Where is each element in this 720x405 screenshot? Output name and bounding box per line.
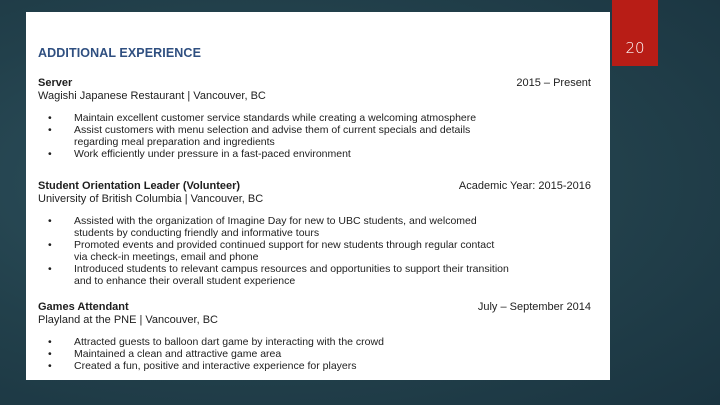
bullet-text: Assist customers with menu selection and advise them of current specials and details bbox=[74, 124, 471, 136]
job-organization: Wagishi Japanese Restaurant | Vancouver, BC bbox=[38, 90, 266, 102]
bullet-item bbox=[38, 360, 604, 372]
bullet-icon: • bbox=[48, 360, 52, 372]
experience-entry-orientation-leader bbox=[38, 180, 604, 287]
bullet-list bbox=[38, 112, 604, 160]
bullet-icon: • bbox=[48, 112, 52, 124]
bullet-text-continued: regarding meal preparation and ingredients bbox=[74, 136, 275, 148]
bullet-text-continued: students by conducting friendly and informative tours bbox=[74, 227, 320, 239]
job-title: Student Orientation Leader (Volunteer) bbox=[38, 180, 241, 192]
bullet-text: Work efficiently under pressure in a fast-paced environment bbox=[74, 148, 351, 160]
bullet-icon: • bbox=[48, 148, 52, 160]
bullet-icon: • bbox=[48, 124, 52, 136]
job-title: Server bbox=[38, 77, 73, 89]
experience-entry-games-attendant bbox=[38, 301, 604, 372]
bullet-item bbox=[38, 348, 604, 360]
experience-entry-server bbox=[38, 77, 604, 160]
bullet-list bbox=[38, 336, 604, 372]
bullet-item bbox=[38, 148, 604, 160]
bullet-text: Attracted guests to balloon dart game by interacting with the crowd bbox=[74, 336, 384, 348]
job-title: Games Attendant bbox=[38, 301, 129, 313]
slide-page-number: 20 bbox=[612, 0, 658, 66]
bullet-item bbox=[38, 215, 604, 239]
bullet-item bbox=[38, 263, 604, 287]
bullet-text: Maintain excellent customer service standards while creating a welcoming atmosphere bbox=[74, 112, 477, 124]
bullet-text-continued: and to enhance their overall student experience bbox=[74, 275, 296, 287]
bullet-icon: • bbox=[48, 336, 52, 348]
bullet-text: Assisted with the organization of Imagine Day for new to UBC students, and welcomed bbox=[74, 215, 477, 227]
job-organization: Playland at the PNE | Vancouver, BC bbox=[38, 314, 218, 326]
job-date: 2015 – Present bbox=[516, 77, 591, 89]
bullet-text-continued: via check-in meetings, email and phone bbox=[74, 251, 259, 263]
bullet-text: Promoted events and provided continued support for new students through regular contact bbox=[74, 239, 495, 251]
bullet-text: Introduced students to relevant campus resources and opportunities to support their transition bbox=[74, 263, 509, 275]
bullet-item bbox=[38, 239, 604, 263]
job-organization: University of British Columbia | Vancouver, BC bbox=[38, 193, 264, 205]
bullet-icon: • bbox=[48, 239, 52, 251]
job-date: Academic Year: 2015-2016 bbox=[458, 180, 591, 192]
job-date: July – September 2014 bbox=[477, 301, 591, 313]
bullet-icon: • bbox=[48, 348, 52, 360]
bullet-item bbox=[38, 124, 604, 148]
bullet-icon: • bbox=[48, 215, 52, 227]
bullet-item bbox=[38, 112, 604, 124]
section-title: ADDITIONAL EXPERIENCE bbox=[38, 46, 202, 60]
bullet-icon: • bbox=[48, 263, 52, 275]
bullet-text: Created a fun, positive and interactive experience for players bbox=[74, 360, 357, 372]
bullet-item bbox=[38, 336, 604, 348]
resume-document bbox=[26, 12, 610, 380]
bullet-text: Maintained a clean and attractive game area bbox=[74, 348, 282, 360]
bullet-list bbox=[38, 215, 604, 287]
